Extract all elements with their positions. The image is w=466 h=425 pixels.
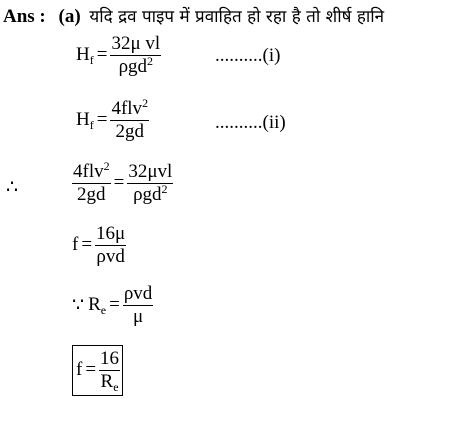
eq6-denominator: $R_e$ (100, 370, 119, 394)
eq4-numerator: 16μ (96, 223, 126, 244)
eq1-lhs: $H_f$ (76, 44, 94, 68)
equals-sign: = (96, 44, 108, 66)
answer-header (3, 4, 384, 28)
ans-label: Ans : (3, 6, 46, 27)
eq1-tag: ..........(i) (215, 45, 281, 66)
part-label: (a) (58, 6, 81, 27)
equals-sign: = (113, 172, 125, 194)
eq1-denominator: ρgd$^2$ (110, 55, 161, 77)
eq3-right-numerator: 32μvl (128, 161, 173, 182)
equals-sign: = (96, 109, 108, 131)
equation-reynolds (72, 284, 153, 327)
eq2-tag: ..........(ii) (215, 112, 286, 133)
eq5-fraction (123, 284, 153, 327)
eq3-right-denominator: ρgd$^2$ (127, 183, 173, 205)
eq5-denominator: μ (123, 305, 153, 327)
final-result-box (72, 345, 123, 396)
equals-sign: = (81, 234, 93, 256)
equals-sign: = (109, 294, 120, 316)
eq4-fraction (95, 224, 126, 267)
equals-sign: = (85, 359, 97, 381)
eq4-denominator: ρvd (96, 245, 125, 267)
eq3-left-numerator: 4flv$^2$ (73, 159, 110, 182)
eq6-lhs: f (76, 359, 83, 381)
hindi-statement: यदि द्रव पाइप में प्रवाहित हो रहा है तो शीर्ष हानि (89, 7, 385, 27)
eq3-left-denominator: 2gd (72, 183, 111, 205)
equation-friction-factor (72, 224, 126, 267)
eq3-right-fraction (127, 162, 173, 205)
eq6-fraction (99, 349, 120, 392)
eq1-numerator: 32μ vl (111, 33, 161, 54)
eq2-lhs: $H_f$ (76, 109, 94, 133)
because-symbol: ∵ (72, 294, 85, 316)
eq1-fraction (110, 34, 161, 77)
eq4-lhs: f (72, 234, 79, 256)
eq6-numerator: 16 (100, 348, 120, 369)
eq2-numerator: 4flv$^2$ (111, 96, 149, 119)
eq3-left-fraction (72, 159, 111, 205)
equation-therefore (72, 159, 173, 205)
eq2-fraction (110, 96, 149, 142)
equation-i (76, 34, 161, 77)
equation-ii (76, 96, 149, 142)
eq2-denominator: 2gd (110, 120, 149, 142)
eq5-numerator: ρvd (123, 283, 153, 304)
eq5-lhs: $R_e$ (88, 294, 107, 318)
therefore-symbol: ∴ (6, 177, 19, 198)
